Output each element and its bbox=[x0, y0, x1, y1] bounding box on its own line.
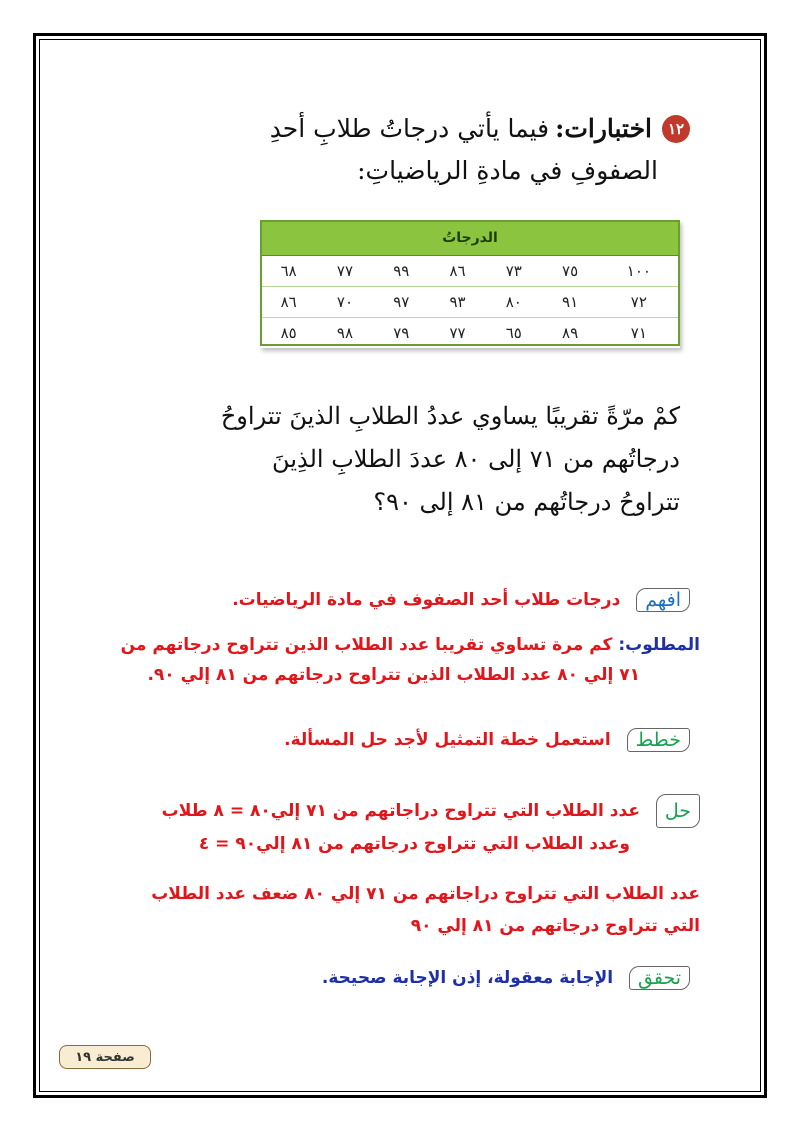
plan-section bbox=[70, 728, 690, 752]
table-cell: ٧٧ bbox=[317, 256, 373, 287]
table-cell: ٩١ bbox=[542, 287, 598, 318]
solve-conclusion bbox=[60, 878, 700, 942]
problem-text-line-2: الصفوفِ في مادةِ الرياضياتِ: bbox=[357, 156, 658, 185]
solve-line-1-row bbox=[60, 794, 700, 828]
table-cell: ٧١ bbox=[630, 324, 647, 342]
table-cell: ٧٥ bbox=[542, 256, 598, 287]
check-text: الإجابة معقولة، إذن الإجابة صحيحة. bbox=[321, 968, 614, 988]
question-line-2: درجاتُهم من ٧١ إلى ٨٠ عددَ الطلابِ الذِينَ bbox=[272, 445, 680, 473]
question-paragraph bbox=[220, 395, 680, 524]
solve-section bbox=[60, 794, 700, 860]
solve-line-2: وعدد الطلاب التي تتراوح درجاتهم من ٨١ إلي٩٠ = ٤ bbox=[198, 834, 630, 854]
page-number-badge: صفحة ١٩ bbox=[59, 1045, 151, 1069]
table-cell: ٨٠ bbox=[486, 287, 542, 318]
grades-table-header: الدرجاتُ bbox=[261, 221, 680, 256]
understand-section bbox=[70, 588, 690, 612]
table-cell: ٨٥ bbox=[280, 324, 297, 342]
table-cell: ٨٦ bbox=[261, 287, 317, 318]
required-section bbox=[60, 630, 700, 690]
table-cell: ٧٢ bbox=[598, 287, 679, 318]
table-cell: ٧٠ bbox=[317, 287, 373, 318]
table-cell: ٩٣ bbox=[429, 287, 485, 318]
question-line-3: تتراوحُ درجاتُهم من ٨١ إلى ٩٠؟ bbox=[373, 488, 680, 516]
solve-line-3: عدد الطلاب التي تتراوح دراجاتهم من ٧١ إلي ٨٠ ضعف عدد الطلاب bbox=[151, 884, 700, 904]
table-cell: ١٠٠ bbox=[598, 256, 679, 287]
required-line-2: ٧١ إلي ٨٠ عدد الطلاب الذين تتراوح درجاتهم من ٨١ إلي ٩٠. bbox=[147, 665, 640, 685]
table-cell: ٩٧ bbox=[373, 287, 429, 318]
table-cell: ٦٥ bbox=[505, 324, 522, 342]
problem-title: اختبارات: bbox=[555, 114, 652, 143]
table-cell: ٩٩ bbox=[373, 256, 429, 287]
table-cell: ٧٩ bbox=[393, 324, 410, 342]
required-text: كم مرة تساوي تقريبا عدد الطلاب الذين تتراوح درجاتهم من bbox=[120, 635, 613, 655]
problem-text-line-1: فيما يأتي درجاتُ طلابِ أحدِ bbox=[269, 114, 550, 143]
question-line-1: كمْ مرّةً تقريبًا يساوي عددُ الطلابِ الذينَ تتراوحُ bbox=[220, 402, 680, 430]
table-cell: ٧٧ bbox=[449, 324, 466, 342]
table-cell: ٧٣ bbox=[486, 256, 542, 287]
plan-tag: خطط bbox=[627, 728, 690, 752]
table-cell: ٩٨ bbox=[336, 324, 354, 342]
problem-number-badge: ١٢ bbox=[662, 115, 690, 143]
understand-tag: افهم bbox=[636, 588, 690, 612]
table-cell: ٨٩ bbox=[562, 324, 579, 342]
check-tag: تحقق bbox=[629, 966, 690, 990]
required-label: المطلوب: bbox=[618, 635, 700, 655]
solve-tag: حل bbox=[656, 794, 700, 828]
understand-text: درجات طلاب أحد الصفوف في مادة الرياضيات. bbox=[232, 590, 621, 610]
problem-statement bbox=[110, 108, 690, 192]
solve-line-1: عدد الطلاب التي تتراوح دراجاتهم من ٧١ إلي٨٠ = ٨ طلاب bbox=[161, 801, 640, 821]
table-cell: ٦٨ bbox=[261, 256, 317, 287]
problem-line-1 bbox=[110, 108, 690, 150]
solve-line-4: التي تتراوح درجاتهم من ٨١ إلي ٩٠ bbox=[410, 916, 700, 936]
check-section bbox=[70, 966, 690, 990]
grades-table-border bbox=[260, 220, 680, 346]
table-cell: ٨٦ bbox=[429, 256, 485, 287]
required-line-1 bbox=[60, 630, 700, 660]
plan-text: استعمل خطة التمثيل لأجد حل المسألة. bbox=[284, 730, 611, 750]
